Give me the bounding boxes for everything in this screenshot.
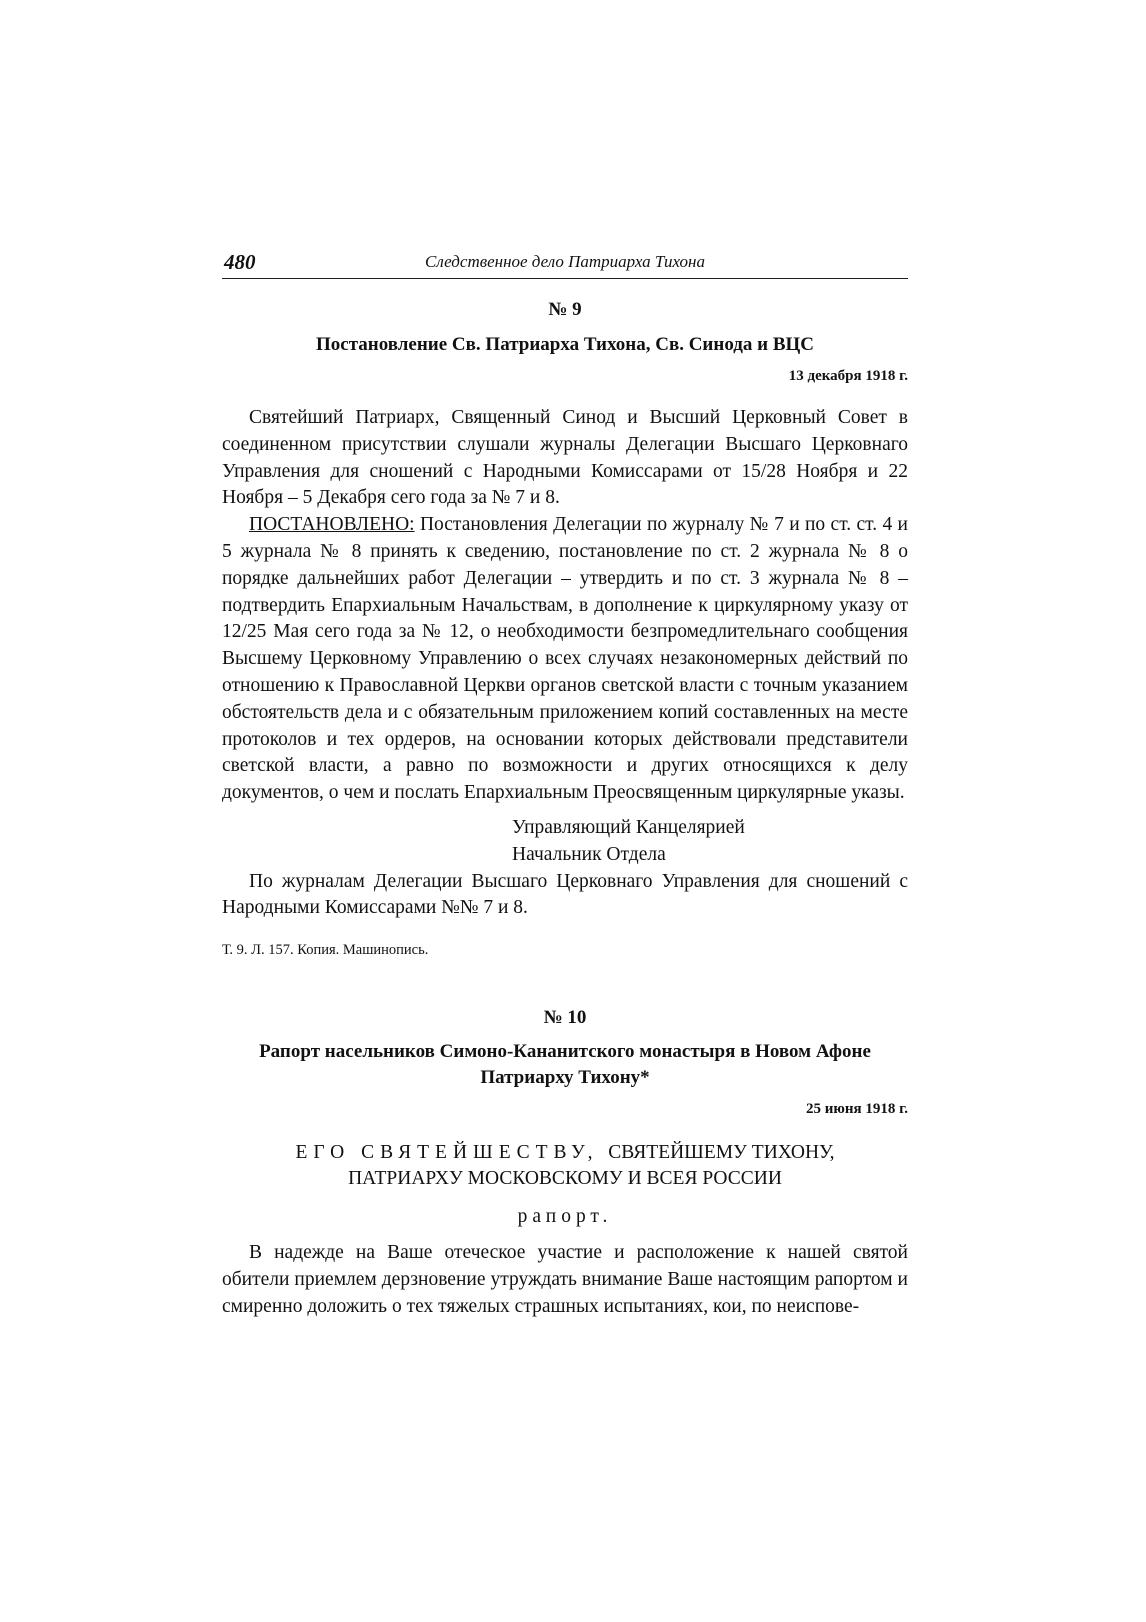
document-date: 25 июня 1918 г. bbox=[806, 1101, 908, 1118]
address-spaced: ЕГО СВЯТЕЙШЕСТВУ, bbox=[295, 1142, 599, 1164]
book-page bbox=[222, 244, 908, 1321]
resolution-text: Постановления Делегации по журналу № 7 и по ст. ст. 4 и 5 журнала № 8 принять к сведению, постановление по ст. 2 журнала № 8 о порядке дальнейших работ Делегации – утвердить и по ст. 3 журнала № 8 – подтвердить Епархиальным Начальствам, в дополнение к циркулярному указу от 12/25 Мая сего года за № 12, о необходимости безпромедлительнаго сообщения Высшему Церковному Управлению о всех случаях незакономерных действий по отношению к Православной Церкви органов светской власти с точным указанием обстоятельств дела и с обязательным приложением копий составленных на месте протоколов и тех ордеров, на основании которых действовали представители светской власти, а равно по возможности и других относящихся к делу документов, о чем и послать Епархиальным Преосвященным циркулярные указы. bbox=[222, 514, 908, 804]
report-heading: рапорт. bbox=[517, 1206, 613, 1228]
resolution-label: ПОСТАНОВЛЕНО: bbox=[249, 514, 415, 536]
signature-department-head: Начальник Отдела bbox=[512, 843, 666, 865]
running-title: Следственное дело Патриарха Тихона bbox=[425, 252, 705, 271]
source-note: Т. 9. Л. 157. Копия. Машинопись. bbox=[222, 942, 429, 959]
document-title-line-1: Рапорт насельников Симоно-Кананитского монастыря в Новом Афоне bbox=[259, 1041, 871, 1063]
document-date: 13 декабря 1918 г. bbox=[788, 368, 908, 384]
document-title: Постановление Св. Патриарха Тихона, Св. Синода и ВЦС bbox=[316, 334, 814, 355]
document-title-line-2: Патриарху Тихону* bbox=[480, 1067, 650, 1089]
address-line-1 bbox=[222, 1140, 908, 1166]
document-9 bbox=[222, 299, 908, 959]
closing-paragraph: По журналам Делегации Высшаго Церковнаго Управления для сношений с Народными Комиссарами №№ 7 и 8. bbox=[222, 870, 908, 919]
address-line-2: ПАТРИАРХУ МОСКОВСКОМУ И ВСЕЯ РОССИИ bbox=[348, 1168, 782, 1190]
page-number: 480 bbox=[224, 250, 256, 274]
paragraph: Святейший Патриарх, Священный Синод и Высший Церковный Совет в соединенном присутствии слушали журналы Делегации Высшаго Церковнаго Управления для сношений с Народными Комиссарами от 15/28 Ноября и 22 Ноября – 5 Декабря сего года за № 7 и 8. bbox=[222, 407, 908, 509]
address-rest: СВЯТЕЙШЕМУ ТИХОНУ, bbox=[608, 1142, 835, 1164]
paragraph: В надежде на Ваше отеческое участие и расположение к нашей святой обители приемлем дерзновение утруждать внимание Ваше настоящим рапортом и смиренно доложить о тех тяжелых страшных испытаниях, кои, по неиспове- bbox=[222, 1242, 908, 1317]
running-header bbox=[222, 244, 908, 279]
document-number: № 9 bbox=[548, 299, 582, 320]
resolution-paragraph bbox=[222, 512, 908, 807]
document-10 bbox=[222, 1007, 908, 1320]
document-number: № 10 bbox=[543, 1007, 587, 1029]
signature-office-manager: Управляющий Канцелярией bbox=[512, 816, 745, 838]
